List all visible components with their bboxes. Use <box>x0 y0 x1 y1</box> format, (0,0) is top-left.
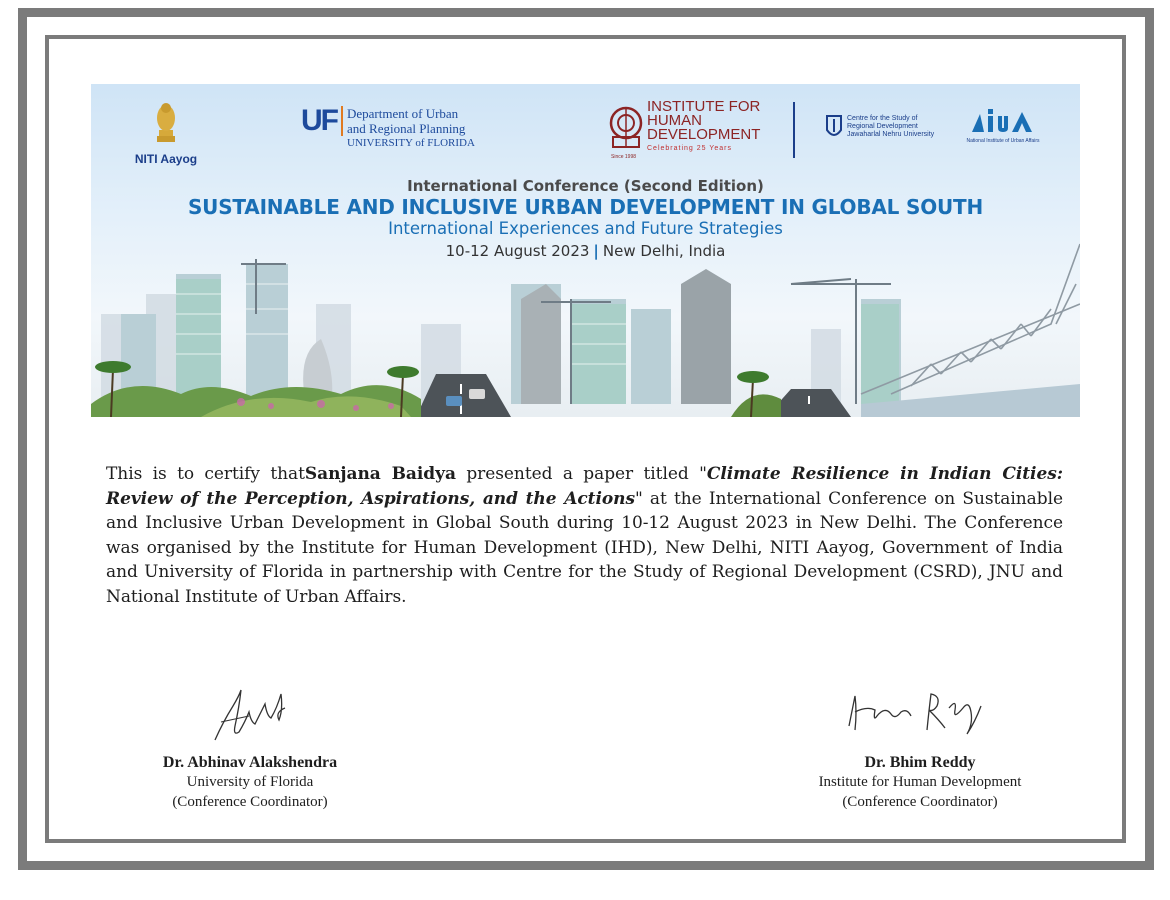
signatory-role: (Conference Coordinator) <box>172 794 328 810</box>
uf-mark: UF <box>301 106 343 136</box>
csrd-line3: Jawaharlal Nehru University <box>847 131 935 138</box>
signatory-right <box>780 753 1060 812</box>
conference-subtitle: International Experiences and Future Strategies <box>388 219 783 238</box>
niti-aayog-label: NITI Aayog <box>134 152 198 166</box>
logo-divider <box>793 102 795 158</box>
certify-rest: " at the International Conference on Sustainable and Inclusive Urban Development in Global South during 10-12 August 2023 in New Delhi. The Conference was organised by the Institute for Human Development (IHD), New Delhi, NITI Aayog, Government of India and University of Florida in partnership with Centre for the Study of Regional Development (CSRD), JNU and National Institute of Urban Affairs. <box>106 488 1063 607</box>
conference-location: New Delhi, India <box>602 242 726 260</box>
conference-titles <box>91 177 1080 264</box>
uf-dept-line1: Department of Urban <box>347 106 459 121</box>
recipient-name: Sanjana Baidya <box>304 464 456 484</box>
ihd-line3: DEVELOPMENT <box>647 126 761 143</box>
ihd-logo <box>609 98 761 160</box>
signatory-org: University of Florida <box>186 774 314 790</box>
certify-mid: presented a paper titled " <box>455 464 707 484</box>
conference-edition: International Conference (Second Edition) <box>407 177 764 195</box>
uf-dept-line2: and Regional Planning <box>347 121 466 136</box>
niti-aayog-logo <box>131 100 201 166</box>
ihd-since: Since 1998 <box>611 154 637 160</box>
national-emblem-icon <box>151 100 181 146</box>
conference-banner <box>91 84 1080 417</box>
partner-logos <box>91 84 1080 174</box>
signatory-name: Dr. Bhim Reddy <box>864 754 976 771</box>
signature-left <box>205 682 295 746</box>
ihd-line2: HUMAN <box>647 112 702 129</box>
signatory-name: Dr. Abhinav Alakshendra <box>162 754 338 771</box>
conference-dates: 10-12 August 2023 <box>445 242 590 260</box>
jnu-emblem-icon <box>825 114 843 140</box>
signatory-org: Institute for Human Development <box>818 774 1022 790</box>
csrd-logo <box>825 114 934 140</box>
certificate-body <box>106 462 1063 610</box>
conference-title: SUSTAINABLE AND INCLUSIVE URBAN DEVELOPMENT IN GLOBAL SOUTH <box>187 195 984 219</box>
date-separator: | <box>593 242 599 260</box>
ihd-tagline: Celebrating 25 Years <box>647 145 732 152</box>
paper-title: Climate Resilience in Indian Cities: Review of the Perception, Aspirations, and the Actions <box>106 464 1063 509</box>
ihd-emblem-icon <box>609 105 643 151</box>
signature-right <box>845 686 995 738</box>
niua-logo <box>963 108 1043 144</box>
certify-intro: This is to certify that <box>106 464 305 484</box>
uf-logo <box>301 106 475 151</box>
niua-subtitle: National Institute of Urban Affairs <box>966 138 1040 144</box>
uf-university-line: UNIVERSITY of FLORIDA <box>347 137 475 149</box>
niua-wordmark <box>970 108 1036 134</box>
signatory-role: (Conference Coordinator) <box>842 794 998 810</box>
csrd-line1: Centre for the Study of <box>847 115 918 122</box>
signatory-left <box>130 753 370 812</box>
ihd-line1: INSTITUTE FOR <box>647 98 761 115</box>
csrd-line2: Regional Development <box>847 123 918 130</box>
conference-date-location <box>91 238 1080 264</box>
